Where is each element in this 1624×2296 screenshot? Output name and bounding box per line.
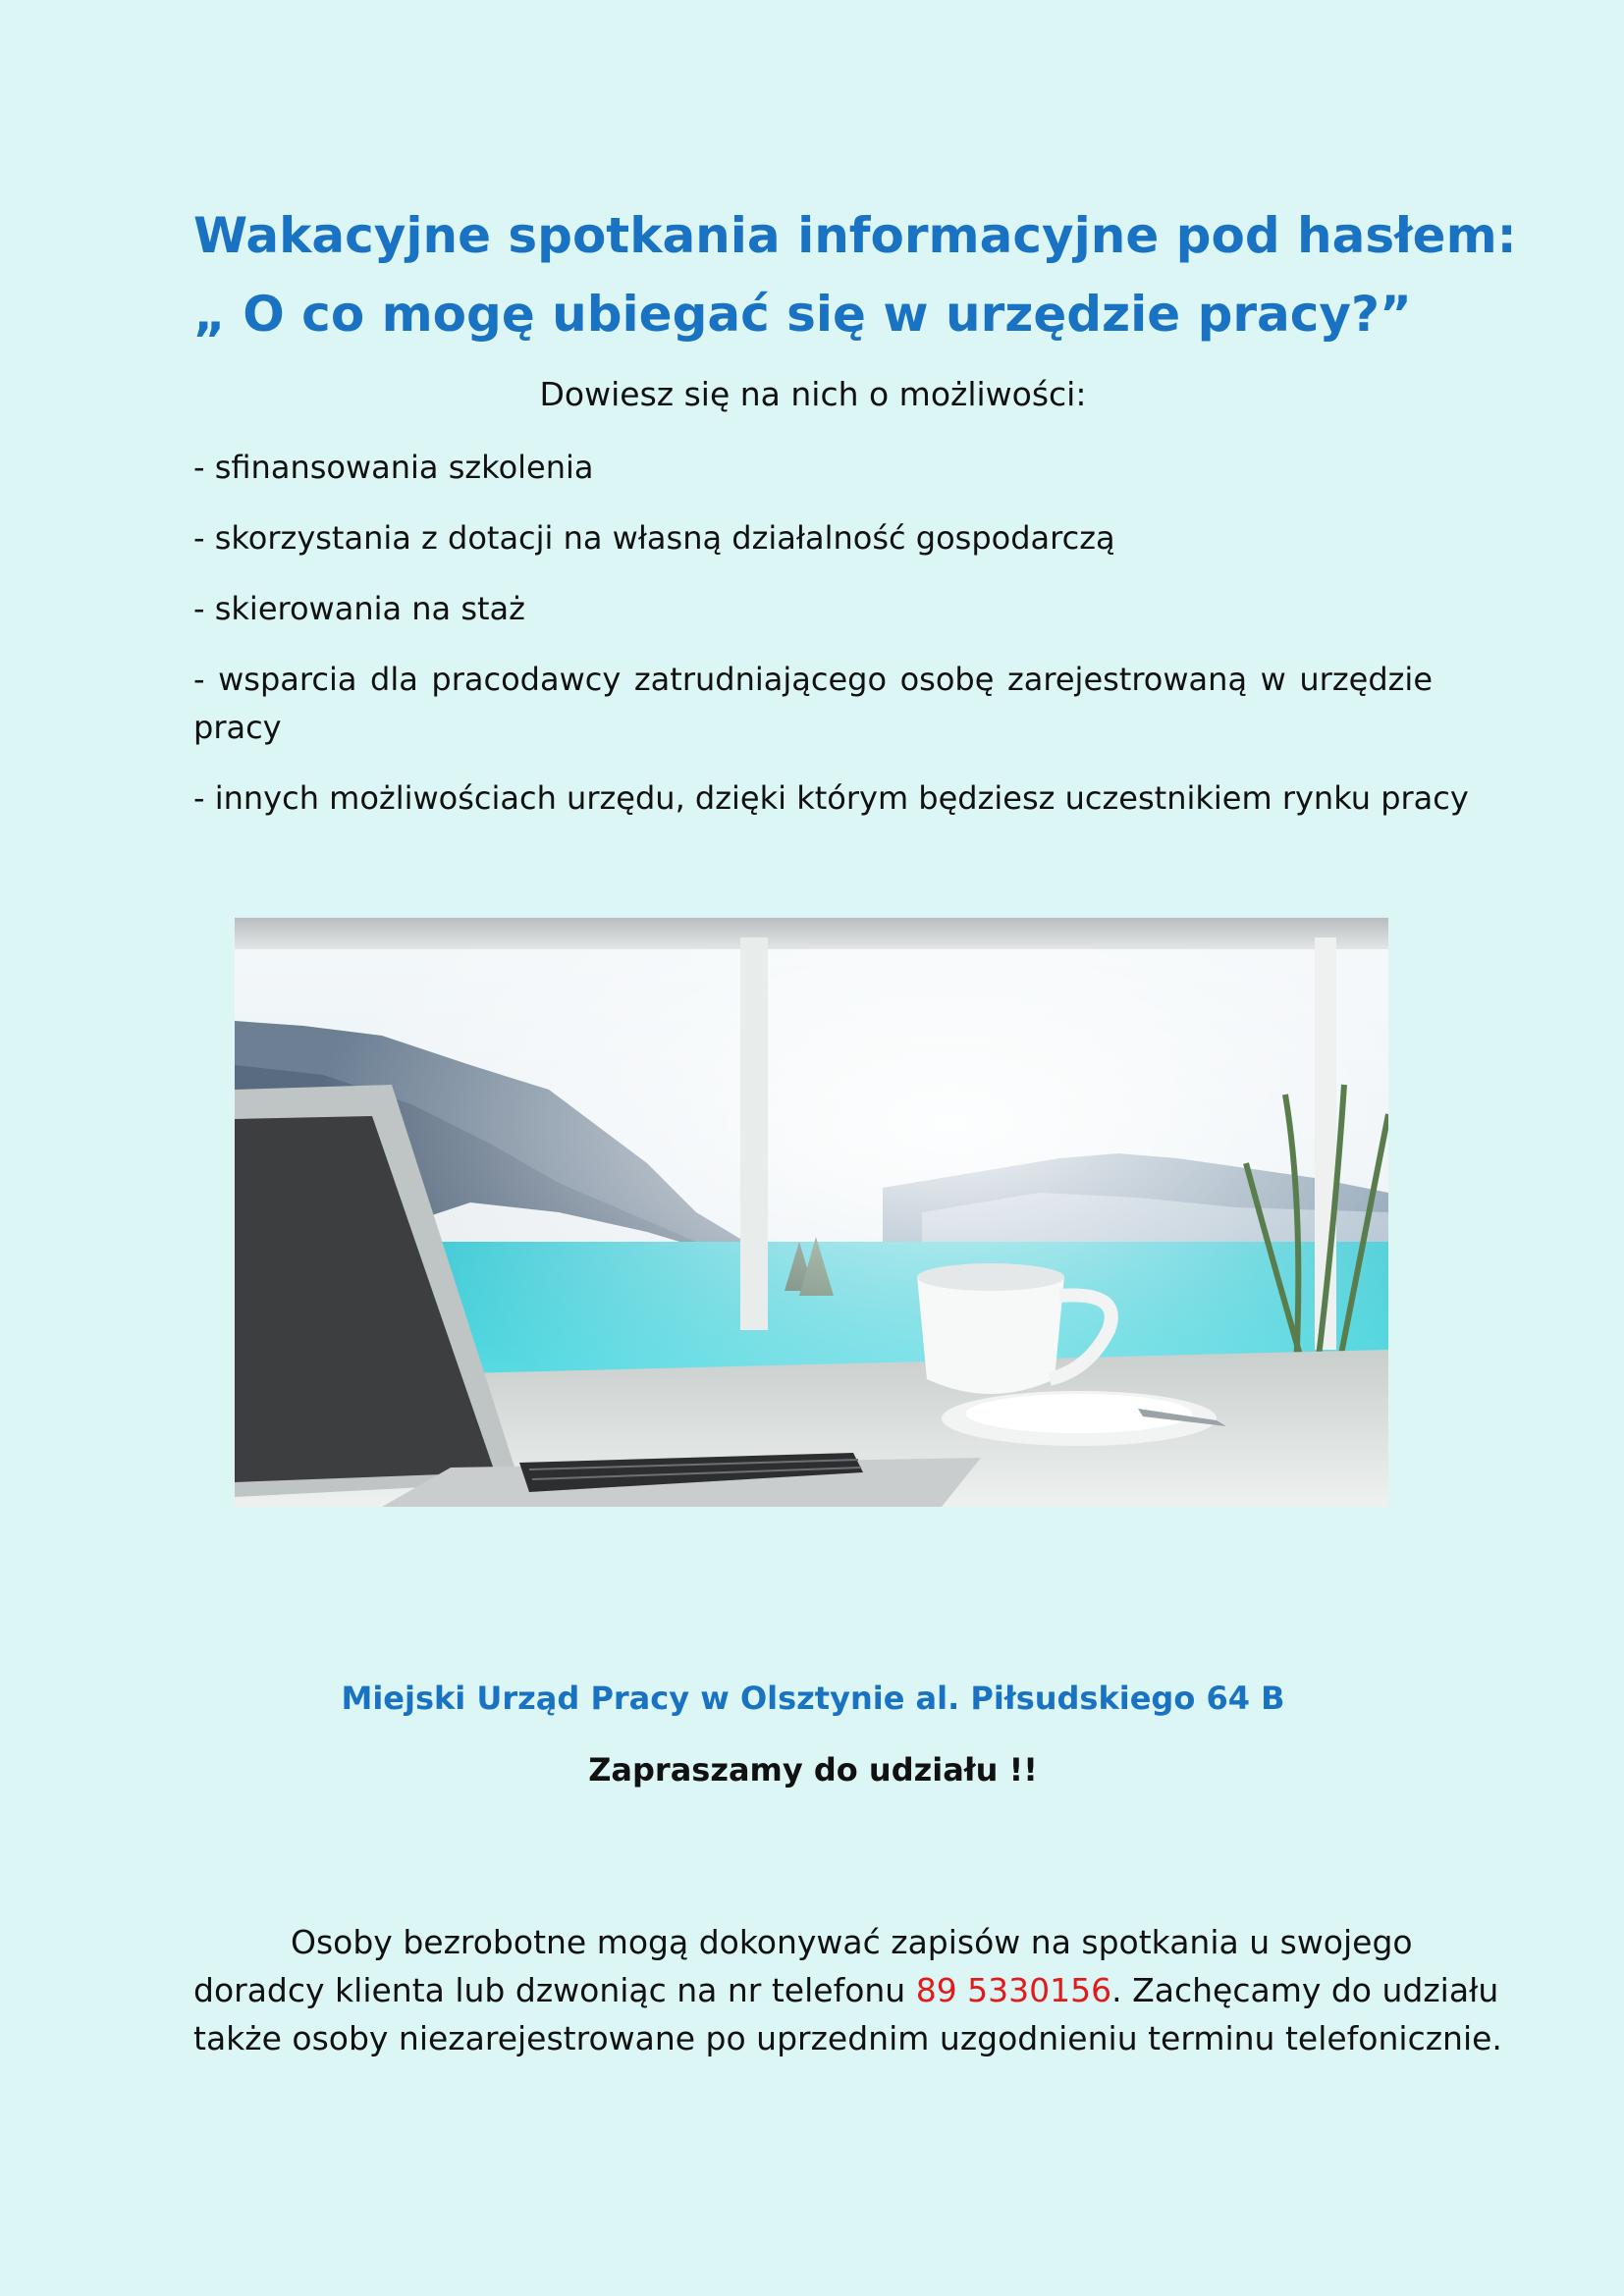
laptop-coffee-photo [235, 918, 1388, 1507]
footer-line-2-start: doradcy klienta lub dzwoniąc na nr telefonu [193, 1971, 916, 2009]
benefits-list [193, 444, 1469, 845]
document-page [193, 0, 1517, 2296]
title-line-1: Wakacyjne spotkania informacyjne pod hasłem: [193, 207, 1517, 264]
phone-number: 89 5330156 [915, 1971, 1112, 2009]
invitation-text: Zapraszamy do udziału !! [588, 1751, 1038, 1789]
footer-line-2-end: . Zachęcamy do udziału [1111, 1971, 1499, 2009]
intro-text: Dowiesz się na nich o możliwości: [539, 375, 1087, 413]
footer-line-2 [193, 1966, 1499, 2014]
list-item: - sfinansowania szkolenia [193, 449, 594, 486]
list-item: - innych możliwościach urzędu, dzięki którym będziesz uczestnikiem rynku pracy [193, 779, 1469, 817]
footer-line-1: Osoby bezrobotne mogą dokonywać zapisów na spotkania u swojego [291, 1923, 1413, 1961]
page-title [193, 196, 1517, 353]
list-item: - wsparcia dla pracodawcy zatrudniającego osobę zarejestrowaną w urzędzie pracy [193, 661, 1433, 746]
registration-info [193, 1918, 1502, 2062]
title-line-2: „ O co mogę ubiegać się w urzędzie pracy?” [193, 286, 1412, 343]
list-item: - skierowania na staż [193, 590, 525, 627]
list-item: - skorzystania z dotacji na własną działalność gospodarczą [193, 519, 1115, 557]
office-address: Miejski Urząd Pracy w Olsztynie al. Piłsudskiego 64 B [341, 1680, 1285, 1717]
footer-line-3: także osoby niezarejestrowane po uprzednim uzgodnieniu terminu telefonicznie. [193, 2019, 1502, 2057]
